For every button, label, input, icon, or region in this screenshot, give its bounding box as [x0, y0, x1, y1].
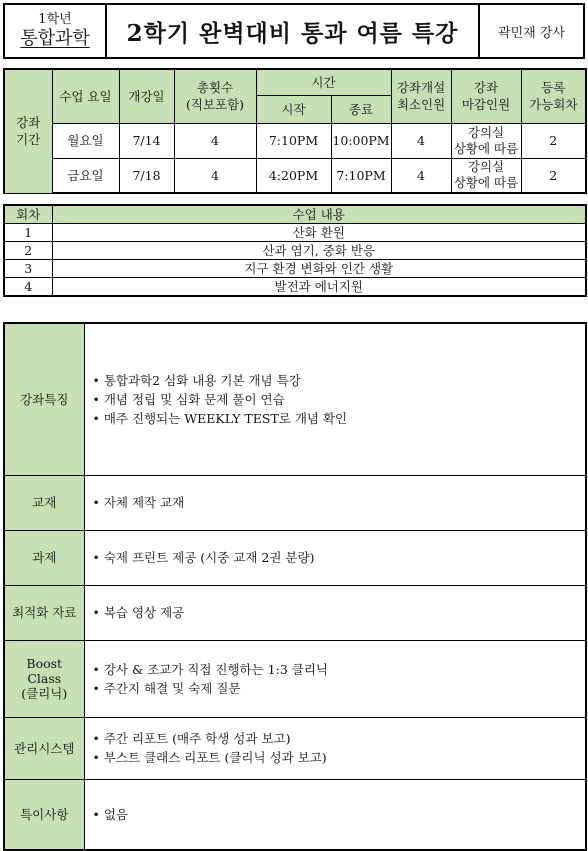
management-content: [84, 717, 586, 779]
detail-row-management: [4, 717, 586, 779]
materials-content: [84, 585, 586, 640]
row-registrable: 2: [521, 123, 586, 158]
list-item: • 복습 영상 제공: [93, 603, 586, 622]
row-start-time: 7:10PM: [256, 123, 331, 158]
list-item: • 없음: [93, 805, 586, 824]
row-min-students: 4: [391, 123, 451, 158]
row-start-date: 7/18: [119, 158, 174, 193]
detail-row-homework: [4, 530, 586, 585]
round-number: 1: [4, 224, 52, 242]
list-item: • 부스트 클래스 리포트 (클리닉 성과 보고): [93, 748, 586, 767]
materials-label: 최적화 자료: [4, 585, 84, 640]
round-number: 2: [4, 242, 52, 260]
header-round: 회차: [4, 205, 52, 224]
header-sessions: 총횟수 (직보포함): [174, 69, 256, 123]
boost-content: [84, 640, 586, 717]
features-label: 강좌특징: [4, 323, 84, 475]
row-closing: 강의실 상황에 따름: [451, 158, 521, 193]
list-item: • 강사 & 조교가 직접 진행하는 1:3 클리닉: [93, 660, 586, 679]
list-item: • 통합과학2 심화 내용 기본 개념 특강: [93, 371, 586, 390]
round-content: 지구 환경 변화와 인간 생활: [52, 260, 586, 278]
schedule-row: [4, 158, 586, 193]
schedule-section-label: 강좌 기간: [4, 69, 52, 193]
list-item: • 주간지 해결 및 숙제 질문: [93, 679, 586, 698]
curriculum-row: [4, 260, 586, 278]
row-end-time: 7:10PM: [331, 158, 391, 193]
teacher-name: 곽민재 강사: [498, 25, 565, 41]
header-time-start: 시작: [256, 95, 331, 123]
features-list: [93, 371, 586, 428]
round-content: 발전과 에너지원: [52, 278, 586, 297]
round-number: 4: [4, 278, 52, 297]
header-min-students: 강좌개설 최소인원: [391, 69, 451, 123]
list-item: • 개념 정립 및 심화 문제 풀이 연습: [93, 390, 586, 409]
curriculum-row: [4, 278, 586, 297]
notes-label: 특이사항: [4, 779, 84, 850]
page-title: 2학기 완벽대비 통과 여름 특강: [107, 5, 480, 57]
details-table: [3, 322, 587, 851]
row-registrable: 2: [521, 158, 586, 193]
textbook-content: [84, 475, 586, 530]
header-registrable: 등록 가능회차: [521, 69, 586, 123]
detail-row-notes: [4, 779, 586, 850]
round-content: 산과 염기, 중화 반응: [52, 242, 586, 260]
header-content: 수업 내용: [52, 205, 586, 224]
row-sessions: 4: [174, 123, 256, 158]
detail-row-features: [4, 323, 586, 475]
detail-row-textbook: [4, 475, 586, 530]
row-start-date: 7/14: [119, 123, 174, 158]
notes-content: [84, 779, 586, 850]
features-content: [84, 323, 586, 475]
header-time-end: 종료: [331, 95, 391, 123]
row-day: 월요일: [52, 123, 119, 158]
homework-content: [84, 530, 586, 585]
detail-row-boost: [4, 640, 586, 717]
header-box: [3, 3, 585, 59]
schedule-table: [3, 68, 587, 194]
row-min-students: 4: [391, 158, 451, 193]
header-closing: 강좌 마감인원: [451, 69, 521, 123]
schedule-row: [4, 123, 586, 158]
textbook-label: 교재: [4, 475, 84, 530]
round-number: 3: [4, 260, 52, 278]
row-sessions: 4: [174, 158, 256, 193]
list-item: • 매주 진행되는 WEEKLY TEST로 개념 확인: [93, 409, 586, 428]
round-content: 산화 환원: [52, 224, 586, 242]
curriculum-row: [4, 224, 586, 242]
subject-label: 통합과학: [20, 28, 90, 49]
course-badge: [5, 5, 107, 57]
management-label: 관리시스템: [4, 717, 84, 779]
grade-label: 1학년: [38, 12, 72, 27]
curriculum-row: [4, 242, 586, 260]
boost-label: Boost Class (클리닉): [4, 640, 84, 717]
row-start-time: 4:20PM: [256, 158, 331, 193]
homework-label: 과제: [4, 530, 84, 585]
curriculum-table: [3, 204, 587, 297]
row-day: 금요일: [52, 158, 119, 193]
list-item: • 자체 제작 교재: [93, 493, 586, 512]
header-day: 수업 요일: [52, 69, 119, 123]
row-closing: 강의실 상황에 따름: [451, 123, 521, 158]
row-end-time: 10:00PM: [331, 123, 391, 158]
header-start-date: 개강일: [119, 69, 174, 123]
detail-row-materials: [4, 585, 586, 640]
list-item: • 주간 리포트 (매주 학생 성과 보고): [93, 729, 586, 748]
list-item: • 숙제 프린트 제공 (시중 교재 2권 분량): [93, 548, 586, 567]
header-time: 시간: [256, 69, 391, 95]
